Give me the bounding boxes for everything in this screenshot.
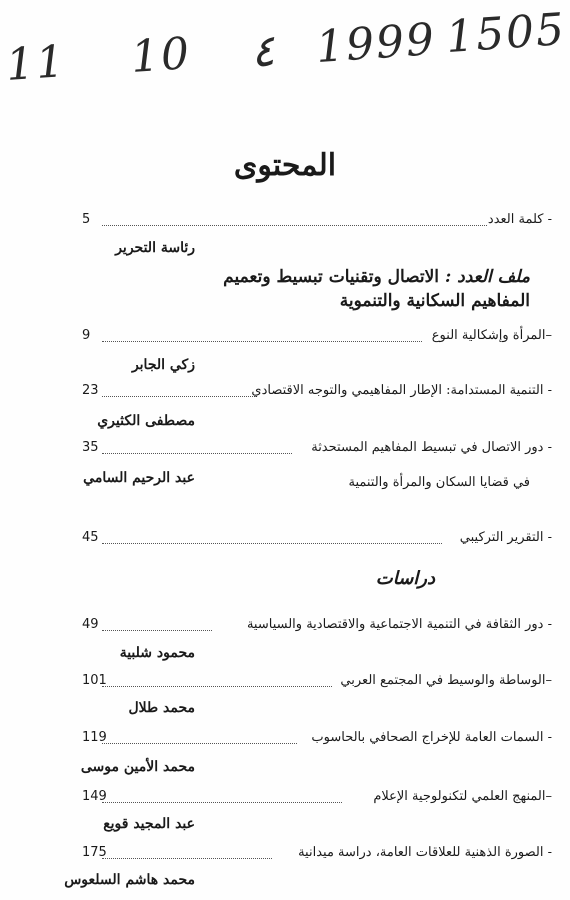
entry-author: محمد هاشم السلعوس bbox=[64, 872, 195, 888]
entry-title: –المرأة وإشكالية النوع bbox=[431, 328, 552, 343]
handwritten-annotation bbox=[4, 3, 568, 92]
toc-entry bbox=[22, 730, 552, 750]
entry-title: - التنمية المستدامة: الإطار المفاهيمي والتوجه الاقتصادي bbox=[251, 383, 552, 398]
hw-number: 11 bbox=[4, 35, 68, 92]
hw-number: ٤ bbox=[249, 25, 277, 78]
entry-title: - دور الثقافة في التنمية الاجتماعية والاقتصادية والسياسية bbox=[246, 617, 552, 632]
hw-number: 10 bbox=[129, 27, 193, 84]
dot-leader bbox=[102, 686, 332, 687]
page-number: 5 bbox=[82, 212, 91, 227]
toc-entry bbox=[22, 328, 552, 348]
toc-entry bbox=[22, 383, 552, 403]
toc-entry bbox=[22, 212, 552, 232]
entry-author: محمود شلبية bbox=[119, 645, 195, 661]
entry-title: - كلمة العدد bbox=[487, 212, 552, 227]
entry-author: رئاسة التحرير bbox=[115, 240, 195, 256]
dot-leader bbox=[102, 630, 212, 631]
dot-leader bbox=[102, 858, 272, 859]
page-number: 35 bbox=[82, 440, 99, 455]
entry-author: محمد طلال bbox=[128, 700, 195, 716]
entry-title: - السمات العامة للإخراج الصحافي بالحاسوب bbox=[311, 730, 552, 745]
page-number: 175 bbox=[82, 845, 107, 860]
entry-title: - التقرير التركيبي bbox=[459, 530, 552, 545]
entry-author: زكي الجابر bbox=[131, 357, 195, 373]
toc-entry bbox=[22, 845, 552, 865]
entry-title: –المنهج العلمي لتكنولوجية الإعلام bbox=[373, 789, 552, 804]
page-number: 101 bbox=[82, 673, 107, 688]
entry-subtitle: في قضايا السكان والمرأة والتنمية bbox=[348, 475, 530, 490]
section-heading: دراسات bbox=[375, 568, 435, 589]
page-number: 23 bbox=[82, 383, 99, 398]
dossier-title: الاتصال وتقنيات تبسيط وتعميم bbox=[223, 267, 440, 287]
dot-leader bbox=[102, 543, 442, 544]
entry-author: مصطفى الكثيري bbox=[97, 413, 195, 429]
toc-entry bbox=[22, 789, 552, 809]
dot-leader bbox=[102, 396, 257, 397]
page-number: 119 bbox=[82, 730, 107, 745]
hw-number: 1999 bbox=[314, 13, 438, 74]
toc-entry bbox=[22, 530, 552, 550]
dot-leader bbox=[102, 225, 487, 226]
entry-author: عبد المجيد قويع bbox=[103, 816, 195, 832]
dossier-label: ملف العدد : bbox=[444, 267, 530, 287]
dot-leader bbox=[102, 802, 342, 803]
page-number: 149 bbox=[82, 789, 107, 804]
entry-author: عبد الرحيم السامي bbox=[83, 470, 195, 486]
dot-leader bbox=[102, 453, 292, 454]
page-title: المحتوى bbox=[233, 148, 337, 183]
entry-title: - دور الاتصال في تبسيط المفاهيم المستحدثة bbox=[311, 440, 552, 455]
entry-author: محمد الأمين موسى bbox=[80, 759, 195, 775]
page-number: 49 bbox=[82, 617, 99, 632]
toc-entry bbox=[22, 440, 552, 460]
dot-leader bbox=[102, 341, 422, 342]
page-number: 9 bbox=[82, 328, 91, 343]
hw-number: 1505 bbox=[444, 3, 568, 64]
toc-entry bbox=[22, 673, 552, 693]
toc-entry bbox=[22, 617, 552, 637]
dossier-title-line2: المفاهيم السكانية والتنموية bbox=[339, 291, 530, 311]
dot-leader bbox=[102, 743, 297, 744]
page-number: 45 bbox=[82, 530, 99, 545]
entry-title: - الصورة الذهنية للعلاقات العامة، دراسة ميدانية bbox=[298, 845, 552, 860]
dossier-heading bbox=[223, 265, 530, 313]
entry-title: –الوساطة والوسيط في المجتمع العربي bbox=[340, 673, 552, 688]
